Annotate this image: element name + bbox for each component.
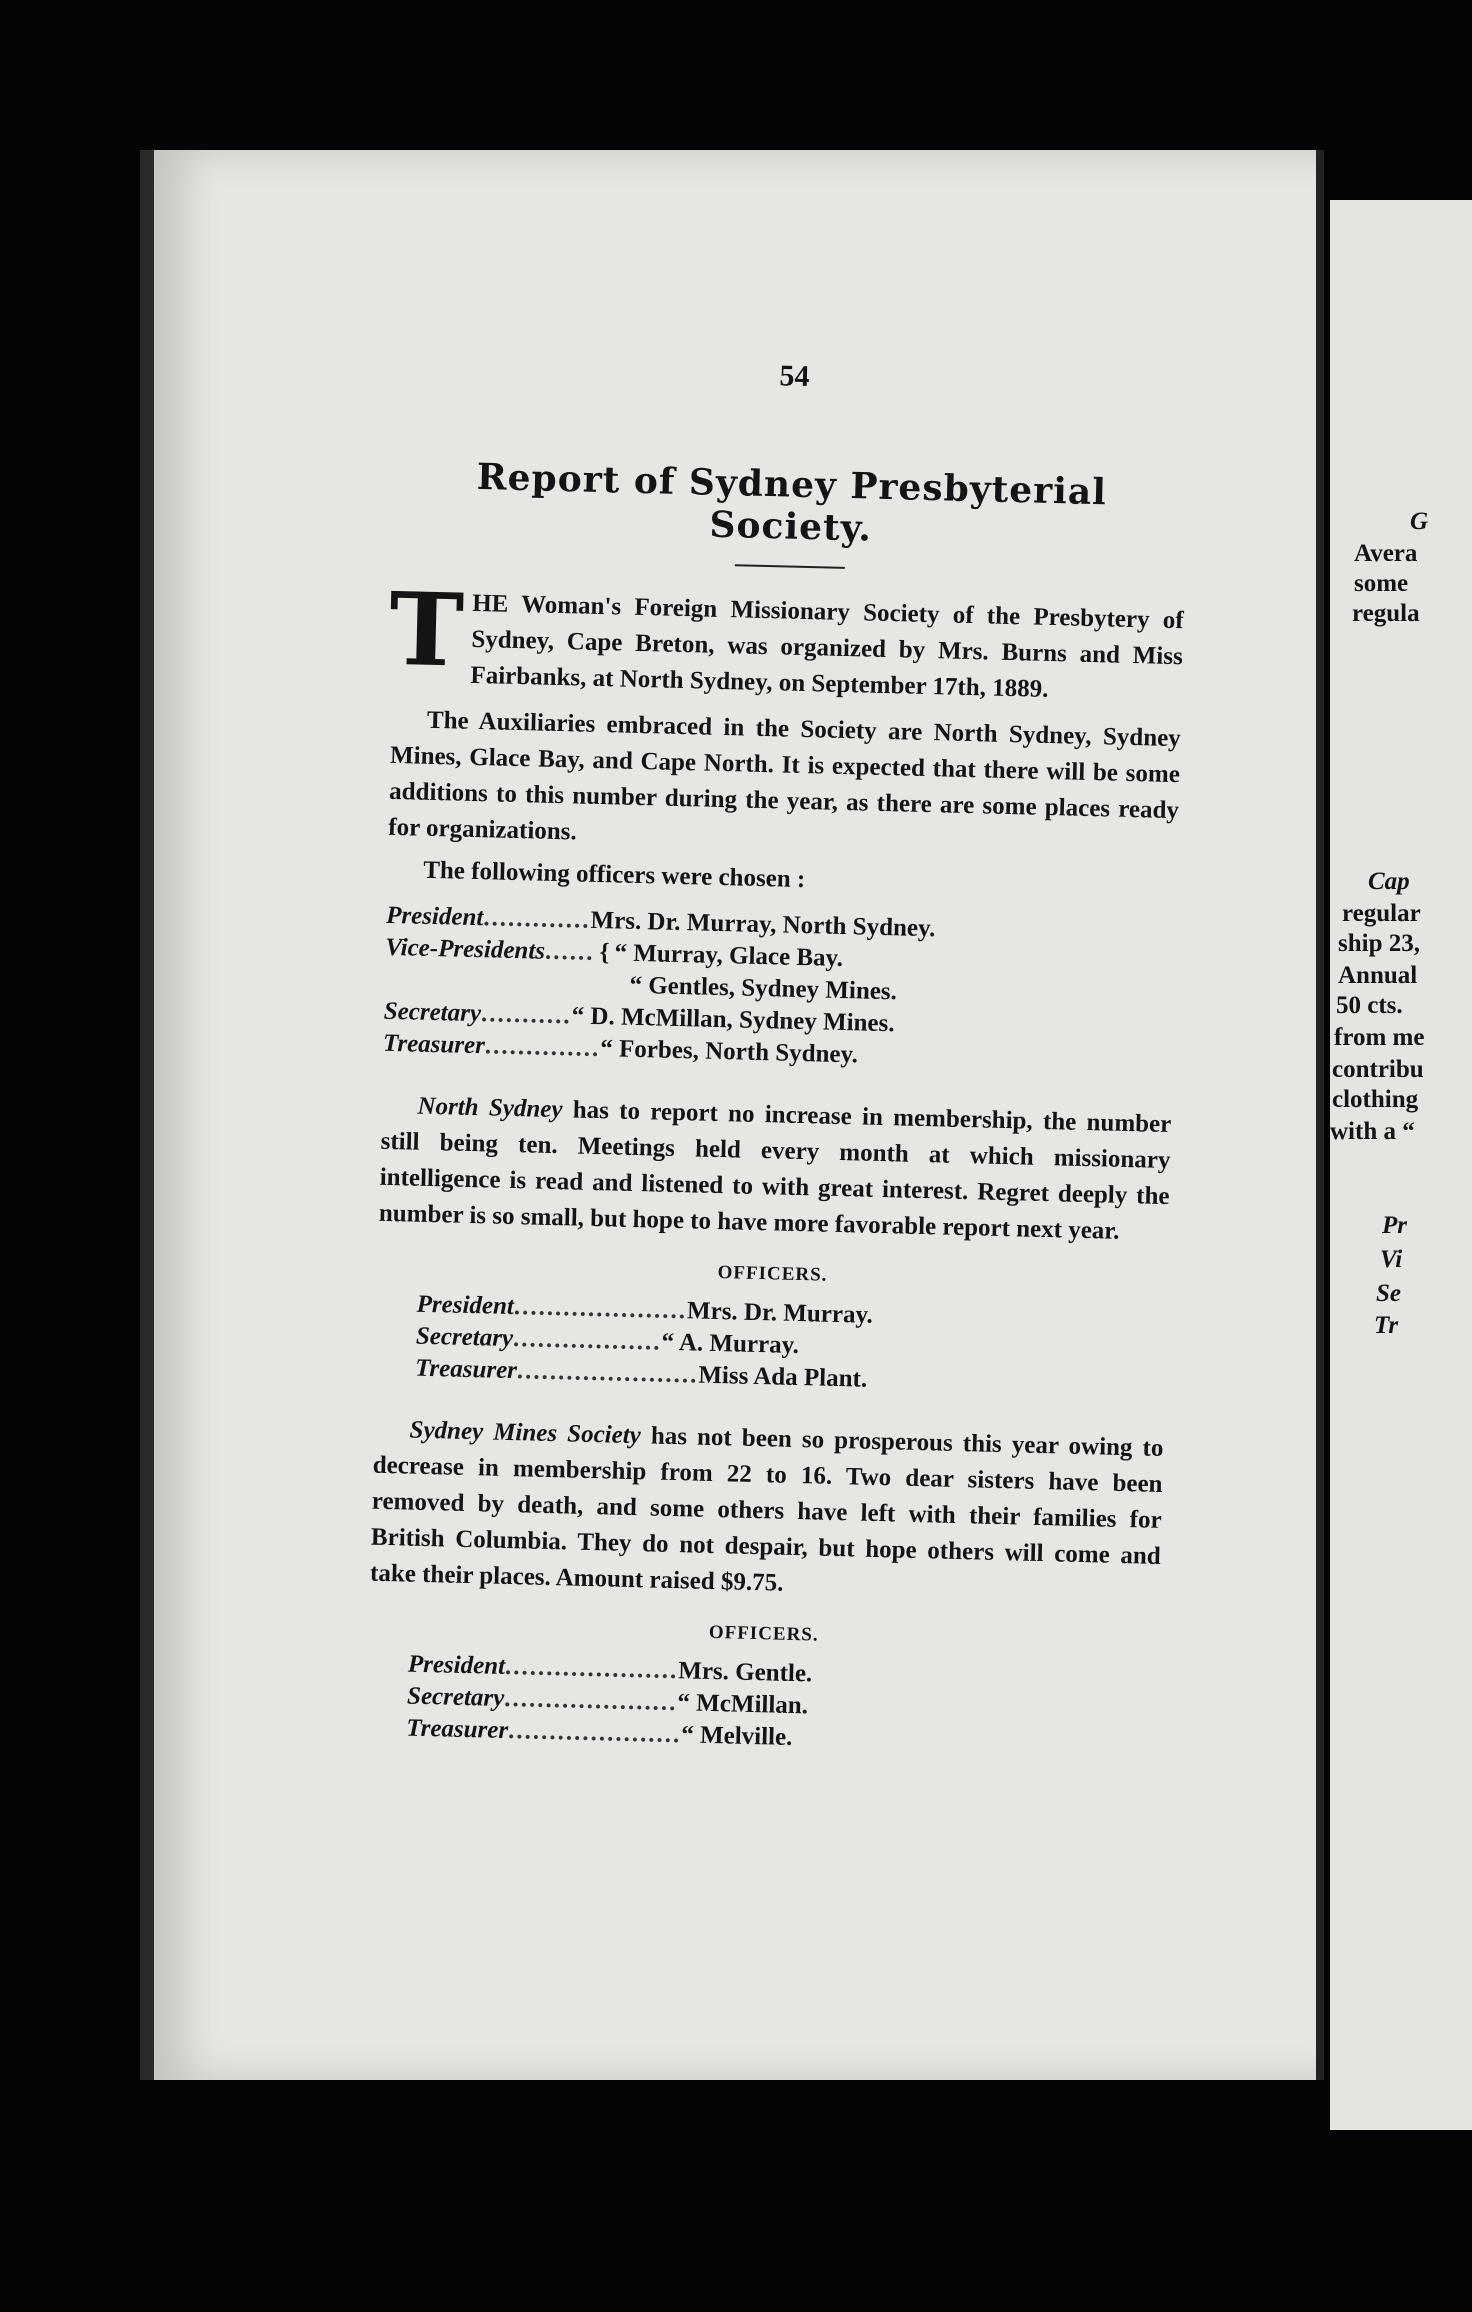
leader-dots: .................. (512, 1325, 662, 1356)
society-name: North Sydney (417, 1092, 563, 1124)
report-title: Report of Sydney Presbyterial Society. (476, 455, 1108, 550)
officer-name: “ A. Murray. (661, 1328, 800, 1360)
facing-fragment: 50 cts. (1336, 992, 1403, 1019)
facing-fragment: Cap (1368, 868, 1410, 895)
sydney-mines-officers (366, 1648, 1198, 1764)
facing-fragment: Tr (1374, 1312, 1399, 1339)
officer-role: President (416, 1290, 515, 1321)
officer-name: “ Murray, Glace Bay. (614, 939, 844, 972)
facing-fragment: Pr (1382, 1212, 1407, 1239)
officer-name: “ McMillan. (677, 1689, 809, 1720)
officer-role: Treasurer (406, 1714, 509, 1745)
book-page-right (1330, 200, 1472, 2130)
leader-dots: ...................... (516, 1357, 699, 1389)
officer-role: Secretary (383, 997, 482, 1028)
officer-role: Secretary (406, 1682, 505, 1712)
facing-fragment: contribu (1332, 1056, 1424, 1083)
drop-cap: T (387, 569, 466, 690)
leader-dots: ..................... (513, 1293, 688, 1325)
officer-name: Mrs. Gentle. (677, 1657, 813, 1688)
officer-name: Mrs. Dr. Murray. (686, 1297, 874, 1329)
officer-name: “ D. McMillan, Sydney Mines. (571, 1002, 895, 1038)
facing-fragment: with a “ (1330, 1118, 1415, 1145)
page-content (365, 350, 1190, 1791)
officer-name: “ Gentles, Sydney Mines. (629, 971, 898, 1006)
officers-chosen-intro: The following officers were chosen : (422, 856, 806, 894)
officer-name: “ Melville. (681, 1721, 793, 1751)
brace-glyph: { (599, 939, 610, 967)
officer-role: President (407, 1650, 506, 1680)
facing-fragment: Vi (1380, 1246, 1403, 1273)
north-sydney-paragraph (378, 1088, 1171, 1251)
page-number: 54 (779, 359, 810, 394)
leader-dots: ..................... (503, 1684, 678, 1717)
officer-name: Mrs. Dr. Murray, North Sydney. (590, 906, 936, 943)
officer-role: Treasurer (382, 1029, 486, 1060)
facing-fragment: Se (1376, 1280, 1401, 1307)
auxiliaries-paragraph: The Auxiliaries embraced in the Society are North Sydney, Sydney Mines, Glace Bay, and Cape North. It is expected that there will be some additions to this number during the year, as there are some places ready for organizations. (388, 706, 1182, 846)
officer-role: President (385, 901, 484, 932)
facing-fragment: regular (1342, 900, 1421, 927)
leader-dots: ..................... (504, 1652, 679, 1685)
officer-role: Treasurer (414, 1354, 518, 1385)
officers-heading: OFFICERS. (717, 1262, 828, 1286)
paragraph-body: has not been so prosperous this year owing to decrease in membership from 22 to 16. Two dear sisters have been removed by death, and some others have left with their families for British Columbia. They do not despair, but hope others will come and take their places. Amount raised $9.75. (369, 1422, 1164, 1597)
facing-fragment: ship 23, (1338, 930, 1420, 957)
facing-fragment: Avera (1354, 540, 1418, 567)
intro-paragraph (387, 569, 1184, 711)
officer-name: “ Forbes, North Sydney. (600, 1035, 859, 1069)
sydney-mines-paragraph (370, 1412, 1164, 1611)
leader-dots: ............. (483, 904, 591, 934)
officer-role: Secretary (415, 1322, 514, 1353)
leader-dots: .............. (484, 1032, 601, 1063)
title-divider (735, 564, 845, 569)
officer-name: Miss Ada Plant. (698, 1361, 868, 1393)
leader-dots: ..................... (507, 1717, 682, 1749)
north-sydney-officers (375, 1288, 1207, 1404)
facing-fragment: from me (1334, 1024, 1425, 1051)
facing-fragment: regula (1352, 600, 1420, 627)
officers-heading: OFFICERS. (708, 1621, 819, 1646)
officer-role: Vice-Presidents (385, 933, 546, 965)
society-name: Sydney Mines Society (409, 1416, 642, 1450)
facing-fragment: Annual (1338, 962, 1418, 989)
paragraph-body: has to report no increase in membership, the number still being ten. Meetings held every month at which missionary intelligence is read and listened to with great interest. Regret deeply the number is so small, but hope to have more favorable report next year. (378, 1096, 1172, 1245)
facing-fragment: some (1354, 570, 1409, 597)
facing-fragment: G (1410, 508, 1429, 535)
society-officers-list (383, 900, 1177, 1079)
intro-text: HE Woman's Foreign Missionary Society of the Presbytery of Sydney, Cape Breton, was organized by Mrs. Burns and Miss Fairbanks, at North Sydney, on September 17th, 1889. (470, 589, 1184, 703)
leader-dots: ........... (480, 1000, 573, 1030)
facing-fragment: clothing (1332, 1086, 1419, 1113)
leader-dots: ...... (544, 937, 595, 966)
